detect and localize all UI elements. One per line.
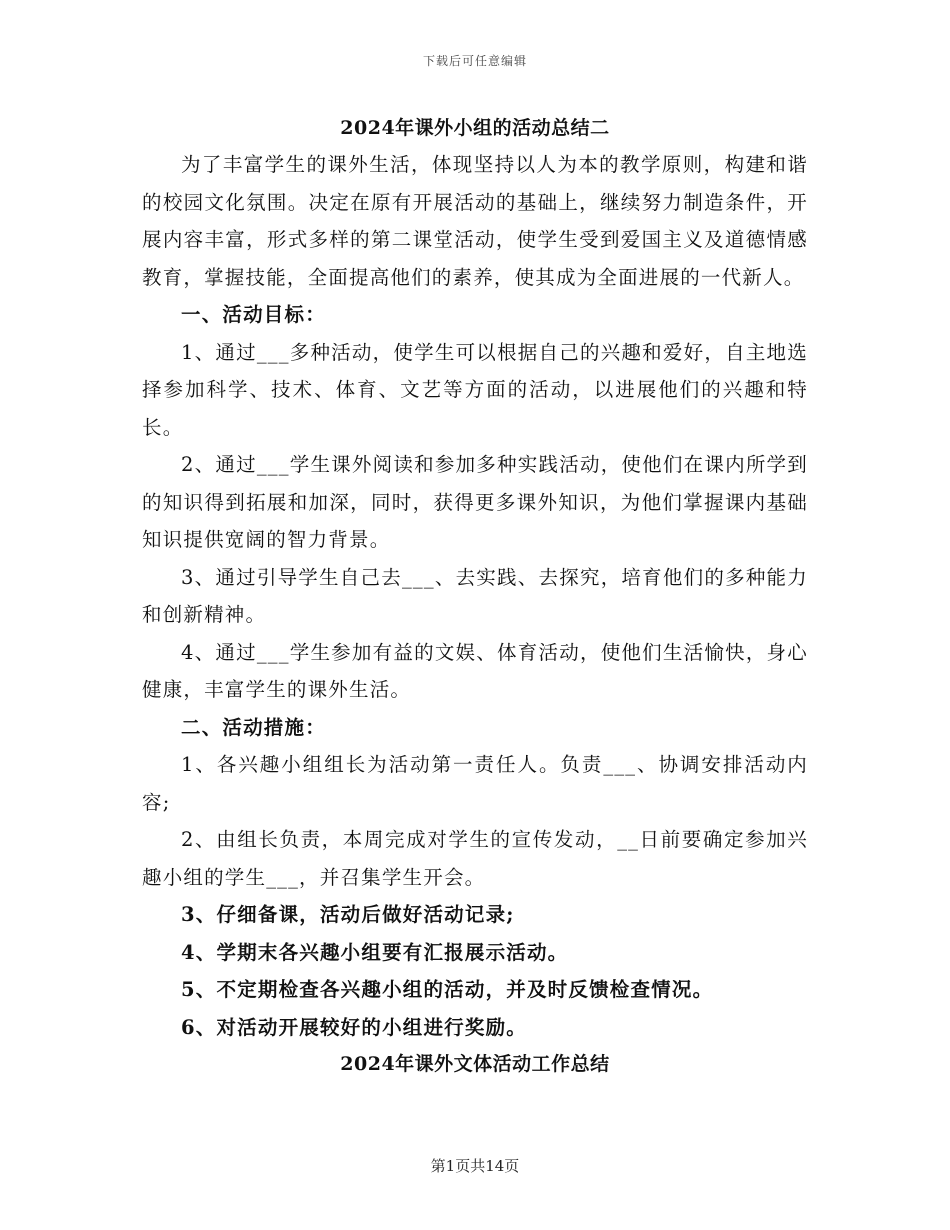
goal-item-2: 2、通过___学生课外阅读和参加多种实践活动，使他们在课内所学到的知识得到拓展和加深，同时，获得更多课外知识，为他们掌握课内基础知识提供宽阔的智力背景。 [142,453,808,551]
measure-item-1: 1、各兴趣小组组长为活动第一责任人。负责___、协调安排活动内容; [142,753,808,814]
section-heading-goals: 一、活动目标： [181,303,326,326]
measure-item-3: 3、仔细备课，活动后做好活动记录; [181,903,515,926]
goal-item-1: 1、通过___多种活动，使学生可以根据自己的兴趣和爱好，自主地选择参加科学、技术、体育、文艺等方面的活动，以进展他们的兴趣和特长。 [142,340,808,439]
intro-paragraph: 为了丰富学生的课外生活，体现坚持以人为本的教学原则，构建和谐的校园文化氛围。决定在原有开展活动的基础上，继续努力制造条件，开展内容丰富，形式多样的第二课堂活动，使学生受到爱国主义及道德情感教育，掌握技能，全面提高他们的素养，使其成为全面进展的一代新人。 [142,153,808,289]
page-footer: 第1页共14页 [430,1157,520,1175]
goal-item-4: 4、通过___学生参加有益的文娱、体育活动，使他们生活愉快，身心健康，丰富学生的课外生活。 [142,640,808,701]
goal-item-3: 3、通过引导学生自己去___、去实践、去探究，培育他们的多种能力和创新精神。 [142,565,808,626]
document-title: 2024年课外小组的活动总结二 [340,117,610,139]
measure-item-6: 6、对活动开展较好的小组进行奖励。 [181,1015,527,1039]
page-header: 下载后可任意编辑 [422,54,527,68]
next-document-title: 2024年课外文体活动工作总结 [340,1053,610,1075]
measure-item-4: 4、学期末各兴趣小组要有汇报展示活动。 [181,940,569,964]
document-body [142,110,808,1082]
measure-item-5: 5、不定期检查各兴趣小组的活动，并及时反馈检查情况。 [181,978,714,1001]
section-heading-measures: 二、活动措施： [181,715,326,739]
measure-item-2: 2、由组长负责，本周完成对学生的宣传发动，__日前要确定参加兴趣小组的学生___，并召集学生开会。 [142,828,808,889]
